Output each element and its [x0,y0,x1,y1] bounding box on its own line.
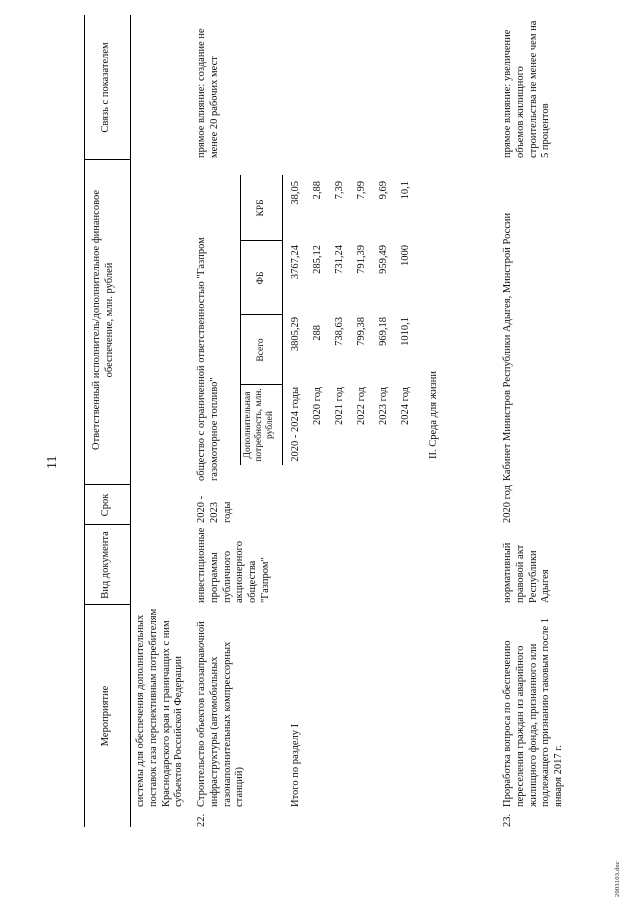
page-number: 11 [45,455,60,469]
funding-row-total: 969,18 [378,317,389,346]
funding-divider [240,240,282,241]
funding-divider [240,384,282,385]
funding-divider [240,314,282,315]
funding-row-krb: 2,88 [312,181,323,200]
funding-row-krb: 10,1 [400,181,411,200]
funding-row-total: 288 [312,325,323,341]
funding-row-fb: 731,24 [334,245,345,274]
funding-row-fb: 3767,24 [290,245,301,280]
header-divider [84,604,130,605]
funding-row-krb: 9,69 [378,181,389,200]
funding-top-rule [240,175,241,465]
funding-row-fb: 959,49 [378,245,389,274]
continuation-measure: системы для обеспечения дополнительных поставок газа перспективным потребителям Краснодарского края и граничащих с ним субъектов Российской Федерации [135,608,185,807]
header-divider [84,484,130,485]
funding-header-total: Всего [256,338,266,362]
funding-row-total: 738,63 [334,317,345,346]
doc-reference: 2003103.doc [614,861,621,897]
funding-row-krb: 38,05 [290,181,301,205]
funding-row-total: 1010,1 [400,317,411,346]
header-measure: Мероприятие [100,685,111,747]
row22-num: 22. [196,813,207,827]
funding-row-total: 799,38 [356,317,367,346]
funding-row-fb: 791,39 [356,245,367,274]
header-executor: Ответственный исполнитель/дополнительное финансовое обеспечение, млн. рублей [91,190,115,450]
funding-row-label: 2023 год [378,387,389,425]
funding-row-fb: 285,12 [312,245,323,274]
funding-row-label: 2021 год [334,387,345,425]
row23-link: прямое влияние: увеличение объемов жилищного строительства не менее чем на 5 процентов [502,20,552,158]
funding-row-total: 3805,29 [290,317,301,352]
funding-row-label: 2024 год [400,387,411,425]
funding-row-krb: 7,99 [356,181,367,200]
row22-link: прямое влияние: создание не менее 20 рабочих мест [196,28,220,158]
funding-header-rule [282,175,283,465]
table-header-rule [130,15,131,827]
row22-executor: общество с ограниченной ответственностью "Газпром газомоторное топливо" [196,237,220,481]
section-title: II. Среда для жизни [428,371,439,459]
funding-row-label: 2022 год [356,387,367,425]
row23-measure: Проработка вопроса по обеспечению переселения граждан из аварийного жилищного фонда, признанного или подлежащего признанию таковым после 1 января 2017 г. [502,617,565,807]
header-divider [84,159,130,160]
header-doc-type: Вид документа [100,531,111,599]
funding-header-krb: КРБ [256,199,266,217]
section-total-label: Итого по разделу I [290,723,301,807]
funding-row-krb: 7,39 [334,181,345,200]
row23-doc-type: нормативный правовой акт Республики Адыгея [502,542,552,603]
funding-row-fb: 1000 [400,245,411,266]
funding-header-fb: ФБ [256,271,266,285]
row23-term: 2020 год [502,485,513,523]
header-divider [84,524,130,525]
row23-num: 23. [502,813,513,827]
row22-doc-type: инвестиционные программы публичного акционерного общества "Газпром" [196,527,271,603]
funding-row-label: 2020 год [312,387,323,425]
header-link: Связь с показателем [100,42,111,133]
header-term: Срок [100,493,111,517]
funding-header-need: Дополнительная потребность, млн. рублей [243,388,275,462]
funding-row-label: 2020 - 2024 годы [290,387,301,462]
row23-executor: Кабинет Министров Республики Адыгея, Минстрой России [502,212,513,481]
row22-measure: Строительство объектов газозаправочной инфраструктуры (автомобильных газонаполнительных компрессорных станций) [196,621,246,807]
row22-term: 2020 - 2023 годы [196,495,233,523]
table-top-rule [84,15,85,827]
